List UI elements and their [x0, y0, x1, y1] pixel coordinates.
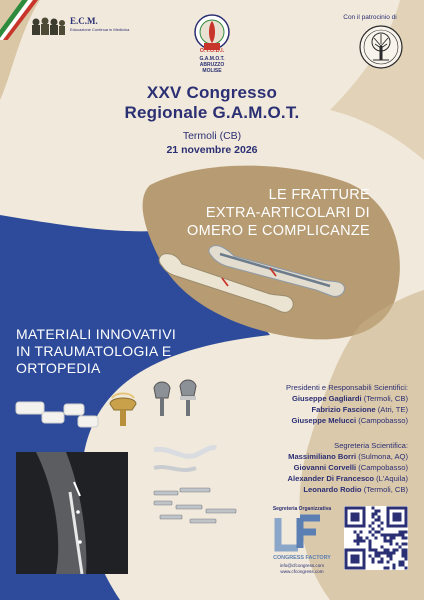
tibial-implant-icon: [106, 388, 140, 430]
bone-plate-icon: [150, 440, 220, 480]
gamot-logo: [190, 12, 234, 76]
people-group-icon: [30, 14, 66, 36]
secretariat-member-2: Giovanni Corvelli (Campobasso): [293, 463, 408, 472]
congress-title-line2: Regionale G.A.M.O.T.: [124, 103, 300, 122]
ecm-title: E.C.M.: [70, 16, 98, 26]
topic1-line1: LE FRATTURE: [268, 187, 370, 203]
knee-implant-icon: [150, 378, 214, 422]
organizer-company: CONGRESS FACTORY: [273, 555, 331, 561]
logo-line2: ABRUZZO: [199, 62, 225, 68]
organizer-website[interactable]: www.cfcongress.com: [280, 569, 324, 574]
otodi-emblem-icon: [190, 12, 234, 52]
logo-line1: G.A.M.O.T.: [199, 56, 225, 62]
ecm-subtitle: Educazione Continua in Medicina: [70, 27, 130, 32]
congress-date: 21 novembre 2026: [166, 144, 258, 156]
organizer-label: Segreteria Organizzativa: [272, 506, 332, 512]
congress-city: Termoli (CB): [182, 130, 242, 142]
logo-acronym: O.T.O.D.I.: [199, 48, 225, 54]
humerus-bones-illustration: [150, 244, 350, 324]
topic2-line2: IN TRAUMATOLOGIA E: [16, 343, 172, 359]
congress-title-line1: XXV Congresso: [146, 83, 278, 102]
scientific-head-2: Fabrizio Fascione (Atri, TE): [311, 405, 408, 414]
qr-code-icon[interactable]: [344, 506, 408, 570]
topic2-line3: ORTOPEDIA: [16, 360, 101, 376]
secretariat-heading: Segreteria Scientifica:: [334, 441, 408, 450]
scientific-head-1: Giuseppe Gagliardi (Termoli, CB): [291, 394, 408, 403]
scientific-heads-heading: Presidenti e Responsabili Scientifici:: [286, 383, 408, 392]
tree-seal-icon: [358, 24, 404, 70]
xray-image: [16, 452, 128, 574]
ecm-logo: [30, 14, 130, 38]
secretariat-member-4: Leonardo Rodio (Termoli, CB): [303, 485, 408, 494]
patronage-label: Con il patrocinio di: [343, 14, 397, 21]
congress-factory-logo-icon: [272, 514, 326, 554]
secretariat-member-1: Massimiliano Borri (Sulmona, AQ): [288, 452, 408, 461]
topic1-line2: EXTRA-ARTICOLARI DI: [205, 205, 370, 221]
scientific-head-3: Giuseppe Melucci (Campobasso): [291, 416, 408, 425]
organizer-email[interactable]: info@cfcongress.com: [279, 563, 325, 568]
topic1-line3: OMERO E COMPLICANZE: [187, 223, 370, 239]
bone-graft-cylinders-illustration: [14, 396, 104, 436]
logo-line3: MOLISE: [202, 68, 222, 74]
secretariat-member-3: Alexander Di Francesco (L'Aquila): [287, 474, 408, 483]
topic2-line1: MATERIALI INNOVATIVI: [16, 326, 177, 342]
